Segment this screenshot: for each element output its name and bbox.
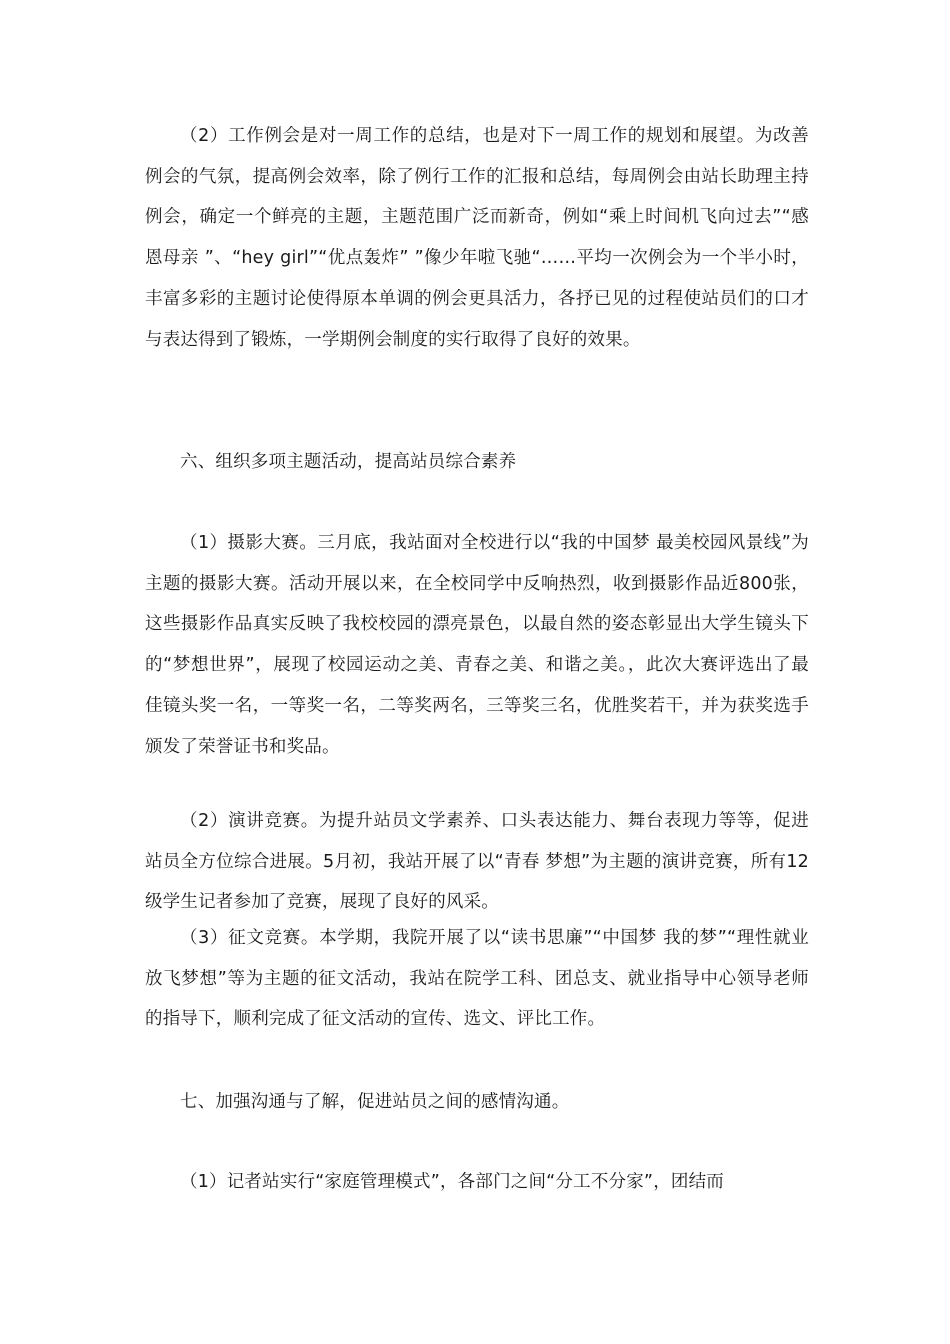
paragraph-weekly-meeting: （2）工作例会是对一周工作的总结，也是对下一周工作的规划和展望。为改善例会的气氛，提高例会效率，除了例行工作的汇报和总结，每周例会由站长助理主持例会，确定一个鲜亮的主题，主题范围广泛而新奇，例如“乘上时间机飞向过去”“感恩母亲 ”、“hey girl”“优点轰炸” ”像少年啦飞驰“……平均一次例会为一个半小时，丰富多彩的主题讨论使得原本单调的例会更具活力，各抒已见的过程使站员们的口才与表达得到了锻炼，一学期例会制度的实行取得了良好的效果。 (145, 126, 809, 350)
paragraph-photo-contest: （1）摄影大赛。三月底，我站面对全校进行以“我的中国梦 最美校园风景线”为主题的摄影大赛。活动开展以来，在全校同学中反响热烈，收到摄影作品近800张，这些摄影作品真实反映了我校校园的漂亮景色，以最自然的姿态彰显出大学生镜头下的“梦想世界”，展现了校园运动之美、青春之美、和谐之美。，此次大赛评选出了最佳镜头奖一名，一等奖一名，二等奖两名，三等奖三名，优胜奖若干，并为获奖选手颁发了荣誉证书和奖品。 (145, 533, 809, 757)
section-heading-seven: 七、加强沟通与了解，促进站员之间的感情沟通。 (180, 1092, 570, 1112)
paragraph-essay-contest: （3）征文竞赛。本学期，我院开展了以“读书思廉”“中国梦 我的梦”“理性就业 放飞梦想”等为主题的征文活动，我站在院学工科、团总支、就业指导中心领导老师的指导下，顺利完成了征文活动的宣传、选文、评比工作。 (145, 928, 809, 1030)
section-heading-six: 六、组织多项主题活动，提高站员综合素养 (180, 452, 517, 472)
paragraph-family-management: （1）记者站实行“家庭管理模式”，各部门之间“分工不分家”，团结而 (180, 1172, 724, 1192)
paragraph-speech-contest: （2）演讲竞赛。为提升站员文学素养、口头表达能力、舞台表现力等等，促进站员全方位综合进展。5月初，我站开展了以“青春 梦想”为主题的演讲竞赛，所有12级学生记者参加了竞赛，展现了良好的风采。 (145, 811, 809, 913)
